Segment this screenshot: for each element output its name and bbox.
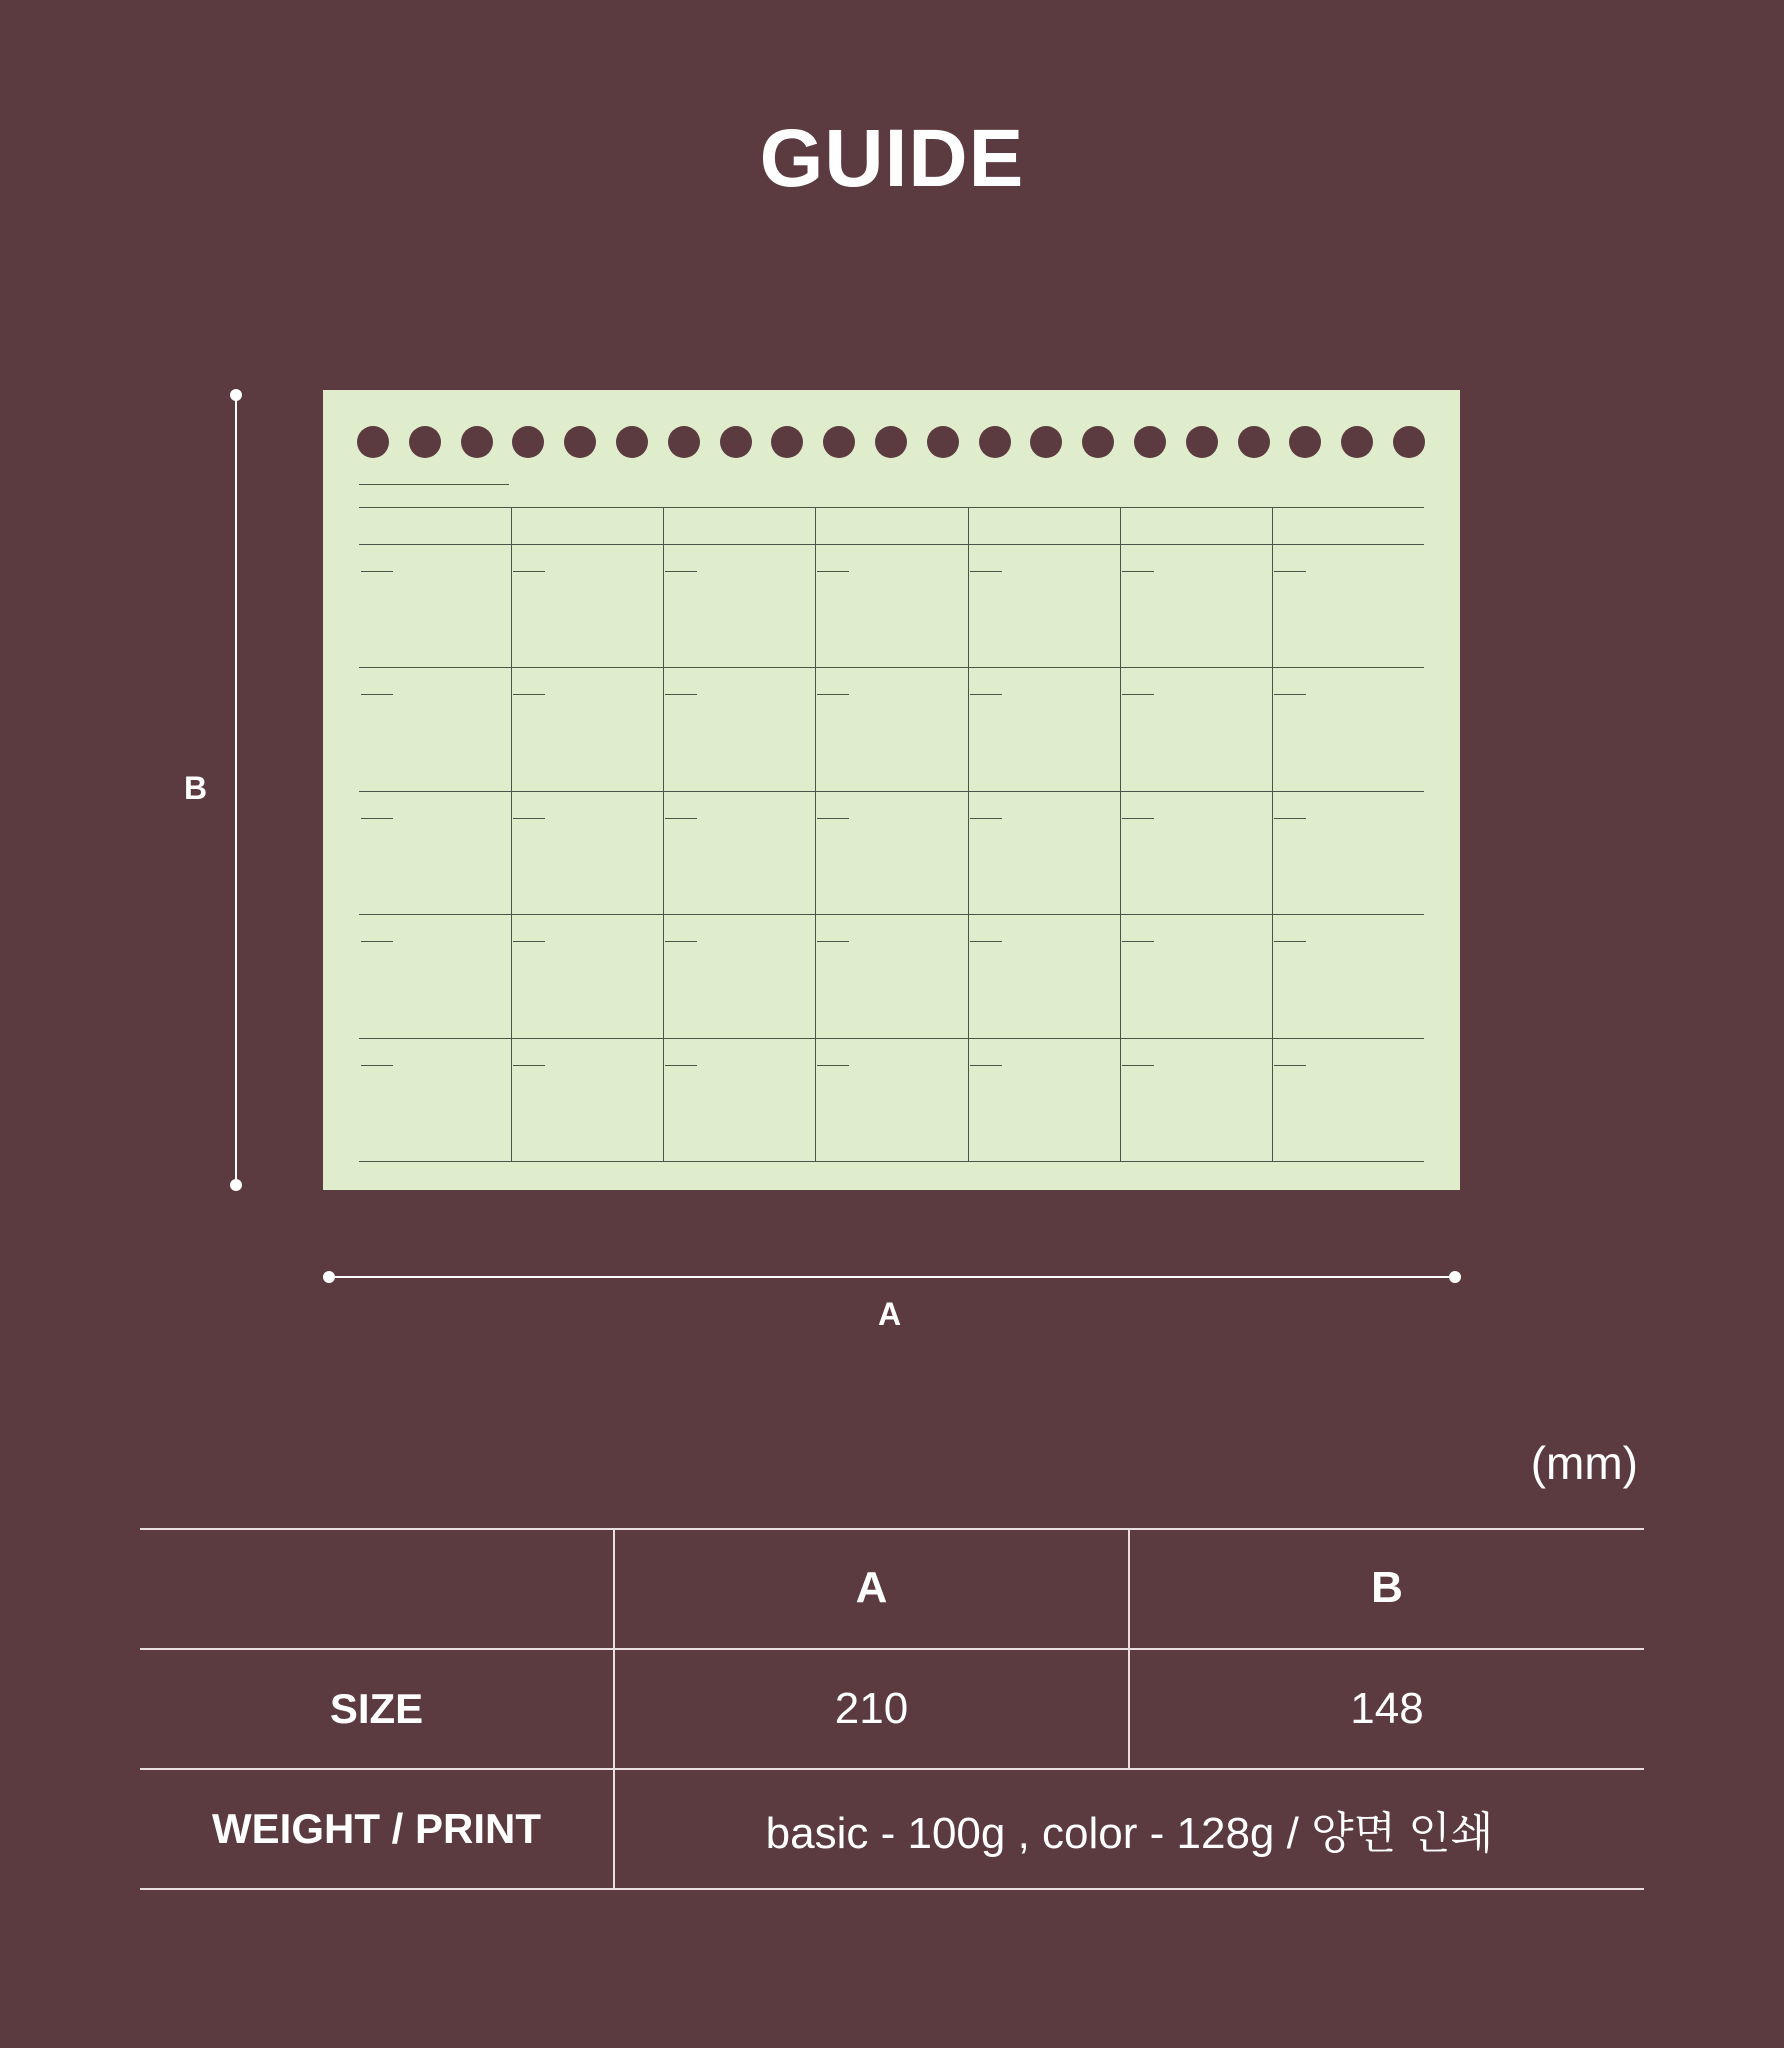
date-marker-line (665, 571, 697, 572)
weight-print-value: basic - 100g , color - 128g / 양면 인쇄 (765, 1809, 1494, 1858)
date-marker-line (970, 694, 1002, 695)
date-marker-line (361, 571, 393, 572)
size-b-value: 148 (1350, 1684, 1424, 1733)
date-marker-line (1122, 941, 1154, 942)
binder-hole (564, 426, 596, 458)
binder-hole (771, 426, 803, 458)
date-marker-line (665, 694, 697, 695)
day-column-line (1272, 507, 1273, 1161)
dimension-b-line (235, 395, 237, 1185)
day-column-line (511, 507, 512, 1161)
week-row-line (359, 1161, 1424, 1162)
date-marker-line (817, 694, 849, 695)
month-title-line (359, 484, 509, 485)
date-marker-line (665, 1065, 697, 1066)
date-marker-line (1274, 941, 1306, 942)
size-a-value: 210 (834, 1684, 909, 1733)
weekday-header-top-line (359, 507, 1424, 508)
date-marker-line (817, 1065, 849, 1066)
dimension-b-top-dot (230, 389, 242, 401)
dimension-b-bottom-dot (230, 1179, 242, 1191)
day-column-line (663, 507, 664, 1161)
binder-hole (979, 426, 1011, 458)
binder-hole (461, 426, 493, 458)
week-row-line (359, 667, 1424, 668)
week-row-line (359, 1038, 1424, 1039)
binder-hole (668, 426, 700, 458)
date-marker-line (1122, 694, 1154, 695)
row-label-weight-print: WEIGHT / PRINT (212, 1805, 541, 1852)
binder-hole (720, 426, 752, 458)
binder-hole (1341, 426, 1373, 458)
binder-hole (1030, 426, 1062, 458)
binder-hole (1238, 426, 1270, 458)
date-marker-line (361, 694, 393, 695)
spec-table (140, 1528, 1644, 1890)
day-column-line (815, 507, 816, 1161)
binder-hole (1134, 426, 1166, 458)
binder-hole (1289, 426, 1321, 458)
table-header-b: B (1371, 1563, 1403, 1612)
week-row-line (359, 791, 1424, 792)
date-marker-line (1122, 818, 1154, 819)
date-marker-line (970, 818, 1002, 819)
date-marker-line (1274, 818, 1306, 819)
row-label-size: SIZE (329, 1685, 424, 1732)
calendar-sheet-illustration (323, 390, 1460, 1190)
date-marker-line (1274, 694, 1306, 695)
date-marker-line (970, 1065, 1002, 1066)
date-marker-line (970, 571, 1002, 572)
date-marker-line (513, 694, 545, 695)
table-header-a: A (855, 1563, 888, 1612)
dimension-a-right-dot (1449, 1271, 1461, 1283)
date-marker-line (970, 941, 1002, 942)
date-marker-line (1122, 1065, 1154, 1066)
dimension-a-left-dot (323, 1271, 335, 1283)
page-title: GUIDE (759, 113, 1025, 204)
weekday-header-bottom-line (359, 544, 1424, 545)
date-marker-line (513, 1065, 545, 1066)
date-marker-line (361, 941, 393, 942)
dimension-a-label: A (878, 1296, 902, 1332)
table-border-bottom (140, 1888, 1644, 1890)
binder-hole (409, 426, 441, 458)
date-marker-line (361, 1065, 393, 1066)
binder-hole (927, 426, 959, 458)
binder-hole (357, 426, 389, 458)
dimension-b-label: B (184, 770, 208, 806)
date-marker-line (817, 571, 849, 572)
date-marker-line (817, 941, 849, 942)
binder-hole (875, 426, 907, 458)
day-column-line (968, 507, 969, 1161)
unit-label: (mm) (1530, 1437, 1638, 1489)
date-marker-line (1274, 571, 1306, 572)
date-marker-line (665, 818, 697, 819)
date-marker-line (1122, 571, 1154, 572)
week-row-line (359, 914, 1424, 915)
date-marker-line (513, 818, 545, 819)
binder-hole (1082, 426, 1114, 458)
binder-hole (616, 426, 648, 458)
date-marker-line (817, 818, 849, 819)
date-marker-line (513, 941, 545, 942)
dimension-a-line (328, 1276, 1455, 1278)
date-marker-line (361, 818, 393, 819)
date-marker-line (665, 941, 697, 942)
table-header-empty (140, 1528, 613, 1648)
binder-hole (1393, 426, 1425, 458)
binder-hole (512, 426, 544, 458)
day-column-line (1120, 507, 1121, 1161)
binder-hole (823, 426, 855, 458)
date-marker-line (1274, 1065, 1306, 1066)
binder-hole (1186, 426, 1218, 458)
date-marker-line (513, 571, 545, 572)
